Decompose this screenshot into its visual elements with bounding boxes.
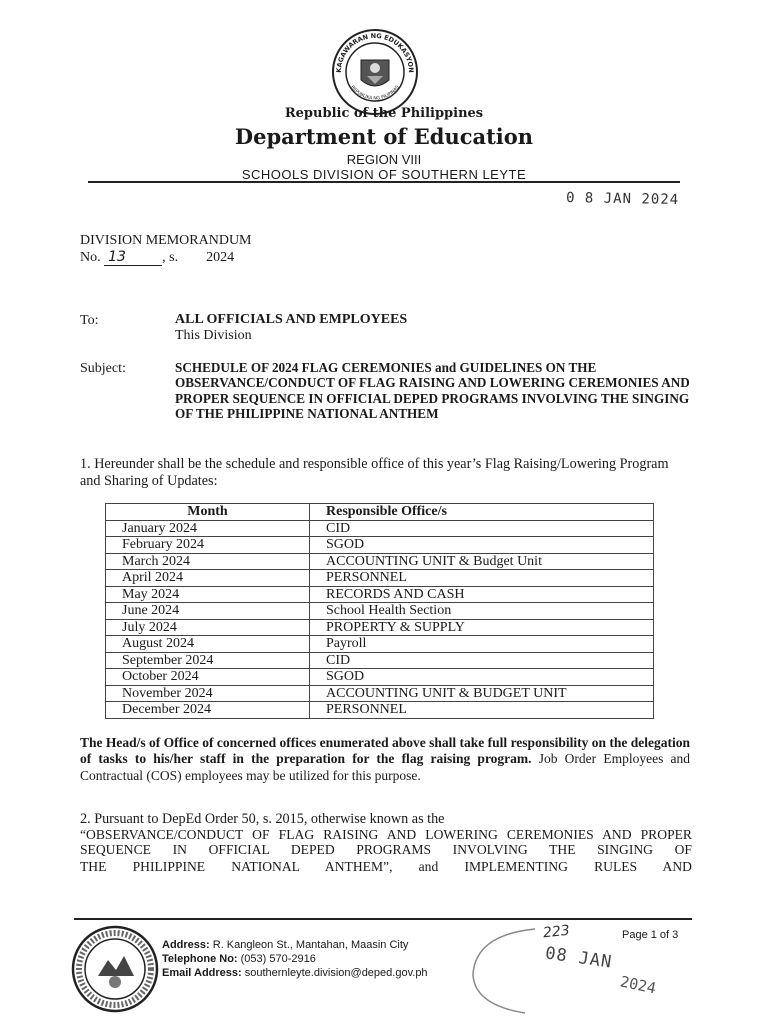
table-row bbox=[106, 537, 654, 554]
table-row bbox=[106, 619, 654, 636]
paragraph-2-line-1: 2. Pursuant to DepEd Order 50, s. 2015, otherwise known as the bbox=[80, 811, 445, 827]
office-cell: PROPERTY & SUPPLY bbox=[310, 619, 654, 636]
footer-address-label: Address: bbox=[162, 939, 210, 951]
month-cell: November 2024 bbox=[106, 685, 310, 702]
month-cell: February 2024 bbox=[106, 537, 310, 554]
received-year-stamp-bottom: 2024 bbox=[618, 972, 658, 998]
subject-label: Subject: bbox=[80, 361, 126, 376]
office-cell: SGOD bbox=[310, 537, 654, 554]
table-row bbox=[106, 553, 654, 570]
office-cell: Payroll bbox=[310, 636, 654, 653]
office-cell: PERSONNEL bbox=[310, 570, 654, 587]
month-cell: July 2024 bbox=[106, 619, 310, 636]
office-cell: ACCOUNTING UNIT & BUDGET UNIT bbox=[310, 685, 654, 702]
table-row bbox=[106, 520, 654, 537]
memo-number-prefix: No. bbox=[80, 250, 105, 265]
region-heading: REGION VIII bbox=[346, 152, 422, 167]
table-row bbox=[106, 586, 654, 603]
month-cell: March 2024 bbox=[106, 553, 310, 570]
footer-email: southernleyte.division@deped.gov.ph bbox=[241, 967, 428, 979]
division-seal-logo bbox=[70, 924, 160, 1014]
month-cell: October 2024 bbox=[106, 669, 310, 686]
table-row bbox=[106, 669, 654, 686]
header-divider bbox=[88, 181, 680, 183]
month-cell: September 2024 bbox=[106, 652, 310, 669]
footer-phone-label: Telephone No: bbox=[162, 953, 238, 965]
office-cell: RECORDS AND CASH bbox=[310, 586, 654, 603]
footer-phone-line bbox=[162, 952, 428, 966]
table-row bbox=[106, 702, 654, 719]
division-heading: SCHOOLS DIVISION OF SOUTHERN LEYTE bbox=[241, 167, 527, 182]
received-date-stamp-bottom: 08 JAN bbox=[543, 943, 614, 973]
footer-address-line bbox=[162, 938, 428, 952]
office-cell: PERSONNEL bbox=[310, 702, 654, 719]
department-heading: Department of Education bbox=[234, 124, 534, 149]
paragraph-1: 1. Hereunder shall be the schedule and responsible office of this year’s Flag Raising/Lowering Program and Sharing of Updates: bbox=[80, 456, 669, 489]
heads-of-office-paragraph bbox=[80, 735, 690, 784]
footer-contact bbox=[162, 938, 428, 980]
paragraph-2-line-3: THE PHILIPPINE NATIONAL ANTHEM”, and IMPLEMENTING RULES AND bbox=[80, 859, 692, 874]
memo-number bbox=[80, 249, 234, 266]
table-header-row bbox=[106, 504, 654, 521]
republic-heading: Republic of the Philippines bbox=[284, 106, 484, 121]
table-row bbox=[106, 636, 654, 653]
table-row bbox=[106, 652, 654, 669]
heads-paragraph-bold: The Head/s of Office of concerned offices enumerated above shall take full responsibility on the delegation of tasks to his/her staff in the preparation for the flag raising program. bbox=[80, 735, 690, 767]
schedule-table bbox=[105, 503, 654, 719]
footer-address: R. Kangleon St., Mantahan, Maasin City bbox=[209, 939, 409, 951]
office-cell: School Health Section bbox=[310, 603, 654, 620]
month-cell: May 2024 bbox=[106, 586, 310, 603]
svg-text:REPUBLIKA NG PILIPINAS: REPUBLIKA NG PILIPINAS bbox=[349, 85, 401, 102]
svg-text:KAGAWARAN NG EDUKASYON: KAGAWARAN NG EDUKASYON bbox=[334, 31, 416, 73]
memo-number-suffix: , s. 2024 bbox=[162, 250, 235, 265]
memo-type: DIVISION MEMORANDUM bbox=[80, 233, 252, 248]
table-row bbox=[106, 685, 654, 702]
month-cell: April 2024 bbox=[106, 570, 310, 587]
footer-phone: (053) 570-2916 bbox=[237, 953, 316, 965]
month-cell: June 2024 bbox=[106, 603, 310, 620]
office-cell: ACCOUNTING UNIT & Budget Unit bbox=[310, 553, 654, 570]
to-recipients: ALL OFFICIALS AND EMPLOYEES bbox=[175, 312, 408, 327]
footer-email-label: Email Address: bbox=[162, 967, 242, 979]
table-row bbox=[106, 570, 654, 587]
received-stamp-outline bbox=[465, 925, 545, 1015]
paragraph-2-line-2: “OBSERVANCE/CONDUCT OF FLAG RAISING AND LOWERING CEREMONIES AND PROPER SEQUENCE IN OFFICIAL DEPED PROGRAMS INVOLVING THE SINGING OF bbox=[80, 827, 692, 858]
footer-email-line bbox=[162, 966, 428, 980]
subject-text: SCHEDULE OF 2024 FLAG CEREMONIES and GUIDELINES ON THE OBSERVANCE/CONDUCT OF FLAG RAISING AND LOWERING CEREMONIES AND PROPER SEQUENCE IN OFFICIAL DEPED PROGRAMS INVOLVING THE SINGING OF THE PHILIPPINE NATIONAL ANTHEM bbox=[175, 360, 690, 422]
handwritten-note: 223 bbox=[542, 922, 571, 942]
to-scope: This Division bbox=[175, 328, 252, 343]
column-header-office: Responsible Office/s bbox=[310, 504, 654, 521]
heads-paragraph-normal: Job Order Employees and Contractual (COS) employees may be utilized for this purpose. bbox=[80, 751, 691, 783]
to-label: To: bbox=[80, 313, 99, 328]
month-cell: August 2024 bbox=[106, 636, 310, 653]
table-row bbox=[106, 603, 654, 620]
memo-number-value: 13 bbox=[104, 249, 162, 266]
month-cell: December 2024 bbox=[106, 702, 310, 719]
office-cell: CID bbox=[310, 520, 654, 537]
office-cell: SGOD bbox=[310, 669, 654, 686]
month-cell: January 2024 bbox=[106, 520, 310, 537]
deped-seal-logo bbox=[331, 28, 419, 116]
footer-divider bbox=[74, 918, 692, 920]
office-cell: CID bbox=[310, 652, 654, 669]
received-date-stamp: 0 8 JAN 2024 bbox=[565, 190, 680, 208]
column-header-month: Month bbox=[106, 504, 310, 521]
page-number: Page 1 of 3 bbox=[622, 929, 679, 941]
